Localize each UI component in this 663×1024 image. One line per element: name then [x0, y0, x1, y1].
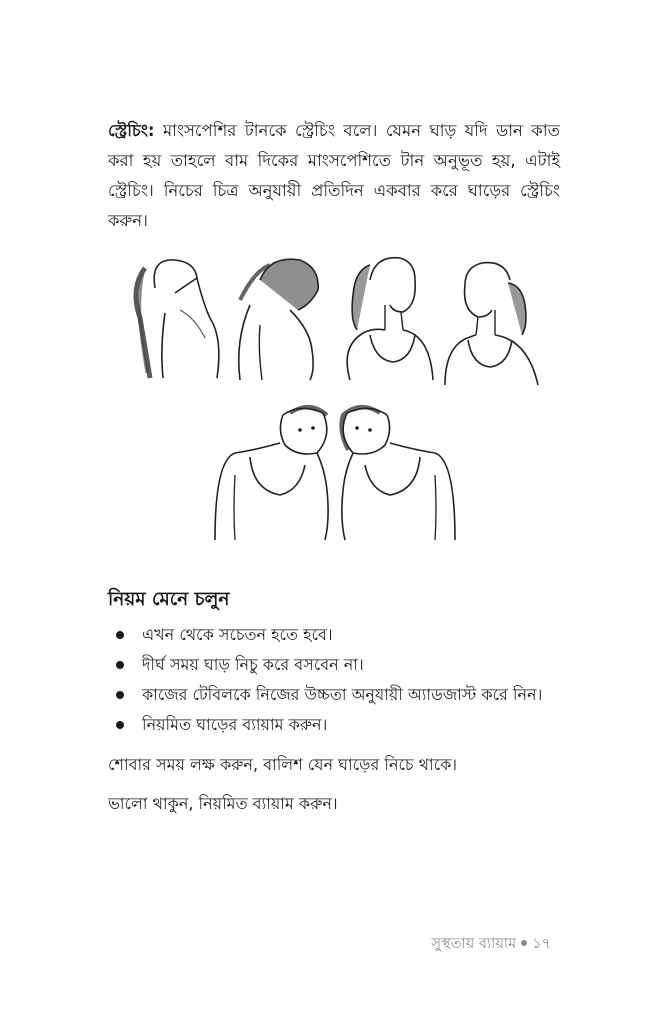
page-number: ১৭ — [532, 936, 551, 952]
closing-note: ভালো থাকুন, নিয়মিত ব্যায়াম করুন। — [108, 794, 338, 813]
bullet-icon — [116, 721, 124, 729]
bullet-icon — [116, 691, 124, 699]
list-item: নিয়মিত ঘাড়ের ব্যায়াম করুন। — [110, 710, 542, 740]
figure-head-turn-left — [440, 255, 545, 390]
bullet-icon — [116, 631, 124, 639]
figure-head-tilt-side-left — [330, 395, 465, 545]
figure-head-turn-right — [335, 250, 440, 385]
figure-head-tilt-forward — [230, 250, 335, 385]
rules-list — [110, 620, 542, 740]
figure-head-tilt-side-right — [205, 395, 340, 545]
pillow-note: শোবার সময় লক্ষ করুন, বালিশ যেন ঘাড়ের নিচে থাকে। — [108, 755, 457, 774]
intro-text: মাংসপেশির টানকে স্ট্রেচিং বলে। যেমন ঘাড় যদি ডান কাত করা হয় তাহলে বাম দিকের মাংসপেশিতে টান অনুভূত হয়, এটাই স্ট্রেচিং। নিচের চিত্র অনুযায়ী প্রতিদিন একবার করে ঘাড়ের স্ট্রেচিং করুন। — [108, 121, 560, 230]
stretching-term: স্ট্রেচিং: — [108, 121, 155, 140]
list-item: দীর্ঘ সময় ঘাড় নিচু করে বসবেন না। — [110, 650, 542, 680]
list-item: এখন থেকে সচেতন হতে হবে। — [110, 620, 542, 650]
neck-stretch-illustration — [120, 240, 550, 560]
intro-paragraph — [108, 116, 560, 236]
rules-heading: নিয়ম মেনে চলুন — [108, 589, 230, 610]
book-title: সুস্থতায় ব্যায়াম — [431, 936, 517, 952]
page-footer — [431, 933, 551, 957]
bullet-icon — [116, 661, 124, 669]
list-item: কাজের টেবিলকে নিজের উচ্চতা অনুযায়ী অ্যাডজাস্ট করে নিন। — [110, 680, 542, 710]
figure-head-tilt-back — [125, 248, 225, 383]
separator-dot-icon — [521, 940, 527, 946]
